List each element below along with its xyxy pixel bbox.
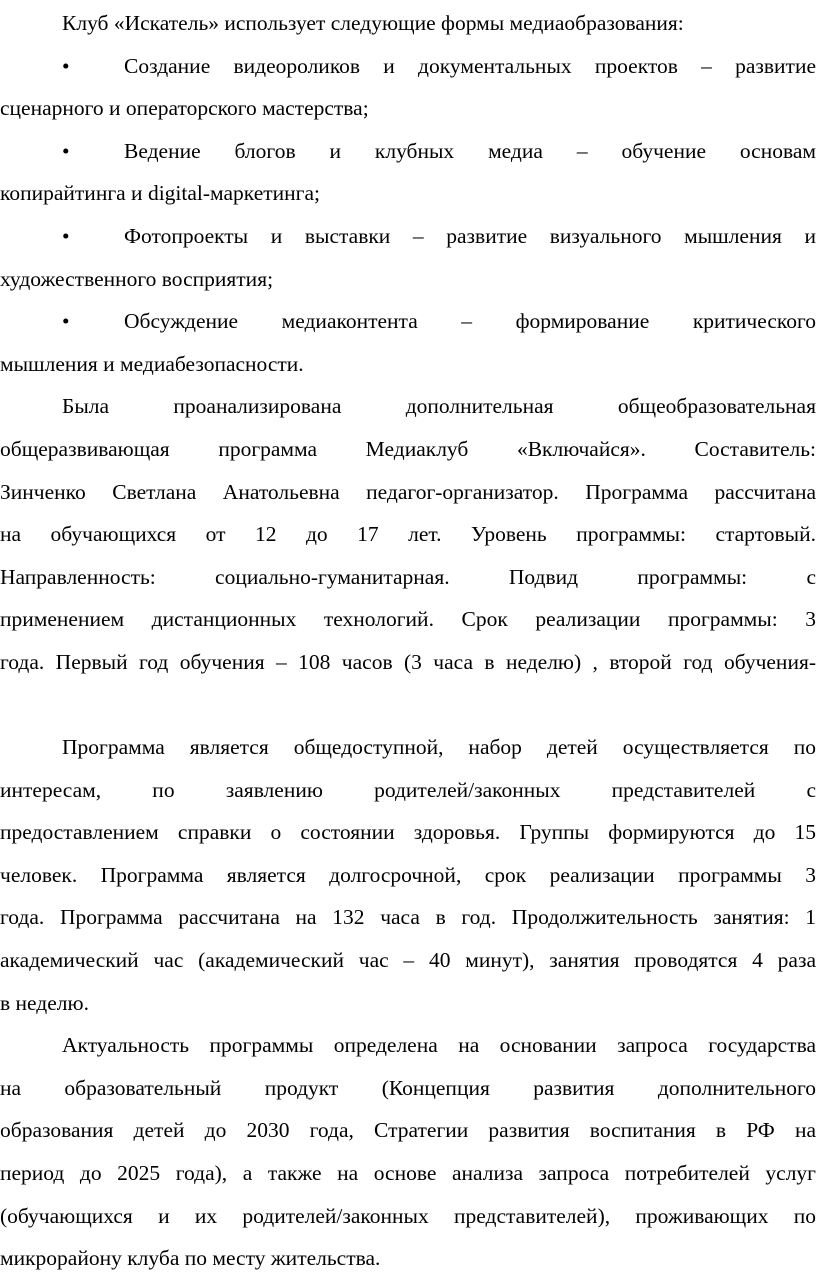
list-item-second-line: сценарного и операторского мастерства; xyxy=(0,96,369,121)
paragraph-line: (обучающихся и их родителей/законных представителей), проживающих по xyxy=(0,1203,816,1228)
paragraph-line: на образовательный продукт (Концепция развития дополнительного xyxy=(0,1075,816,1100)
intro-line: Клуб «Искатель» использует следующие формы медиаобразования: xyxy=(62,11,684,35)
paragraph-line: академический час (академический час – 40 минут), занятия проводятся 4 раза xyxy=(0,948,816,973)
paragraph-line: микрорайону клуба по месту жительства. xyxy=(0,1246,381,1271)
paragraph-line: Программа является общедоступной, набор детей осуществляется по xyxy=(62,735,816,760)
paragraph-line: Актуальность программы определена на основании запроса государства xyxy=(62,1033,816,1058)
list-item-text: Создание видеороликов и документальных проектов – развитие xyxy=(124,53,816,78)
paragraph-line: общеразвивающая программа Медиаклуб «Включайся». Составитель: xyxy=(0,436,816,461)
paragraph-line: года. Программа рассчитана на 132 часа в год. Продолжительность занятия: 1 xyxy=(0,905,816,930)
list-item xyxy=(0,130,816,215)
paragraph-line: период до 2025 года), а также на основе анализа запроса потребителей услуг xyxy=(0,1161,816,1186)
program-relevance-paragraph xyxy=(0,1024,816,1280)
empty-line xyxy=(0,684,816,727)
list-item-second-line: копирайтинга и digital-маркетинга; xyxy=(0,181,320,206)
list-item-second-line: художественного восприятия; xyxy=(0,266,274,291)
program-description-paragraph xyxy=(0,385,816,683)
list-item xyxy=(0,215,816,300)
list-item-first-line xyxy=(0,300,816,343)
paragraph-line: на обучающихся от 12 до 17 лет. Уровень программы: стартовый. xyxy=(0,522,816,547)
bullet-icon: • xyxy=(62,223,70,248)
paragraph-line: Зинченко Светлана Анатольевна педагог-организатор. Программа рассчитана xyxy=(0,479,816,504)
program-access-paragraph xyxy=(0,726,816,1024)
bullet-icon: • xyxy=(62,309,70,334)
paragraph-line: в неделю. xyxy=(0,990,89,1015)
bullet-icon: • xyxy=(62,53,70,78)
list-item xyxy=(0,45,816,130)
paragraph-line: года. Первый год обучения – 108 часов (3 часа в неделю) , второй год обучения- xyxy=(0,649,816,674)
paragraph-line: образования детей до 2030 года, Стратегии развития воспитания в РФ на xyxy=(0,1118,816,1143)
list-item-text: Обсуждение медиаконтента – формирование критического xyxy=(124,309,816,334)
paragraph-line: Направленность: социально-гуманитарная. Подвид программы: с xyxy=(0,564,816,589)
list-item-first-line xyxy=(0,45,816,88)
list-item-first-line xyxy=(0,130,816,173)
paragraph-line: применением дистанционных технологий. Срок реализации программы: 3 xyxy=(0,607,816,632)
media-forms-list xyxy=(0,45,816,386)
paragraph-line: интересам, по заявлению родителей/законных представителей с xyxy=(0,777,816,802)
paragraph-line: человек. Программа является долгосрочной, срок реализации программы 3 xyxy=(0,862,816,887)
list-item-text: Ведение блогов и клубных медиа – обучение основам xyxy=(124,138,816,163)
bullet-icon: • xyxy=(62,138,70,163)
list-item-first-line xyxy=(0,215,816,258)
list-item-text: Фотопроекты и выставки – развитие визуального мышления и xyxy=(124,223,816,248)
list-item-second-line: мышления и медиабезопасности. xyxy=(0,351,304,376)
list-item xyxy=(0,300,816,385)
paragraph-line: предоставлением справки о состоянии здоровья. Группы формируются до 15 xyxy=(0,820,816,845)
paragraph-line: Была проанализирована дополнительная общеобразовательная xyxy=(62,394,816,419)
